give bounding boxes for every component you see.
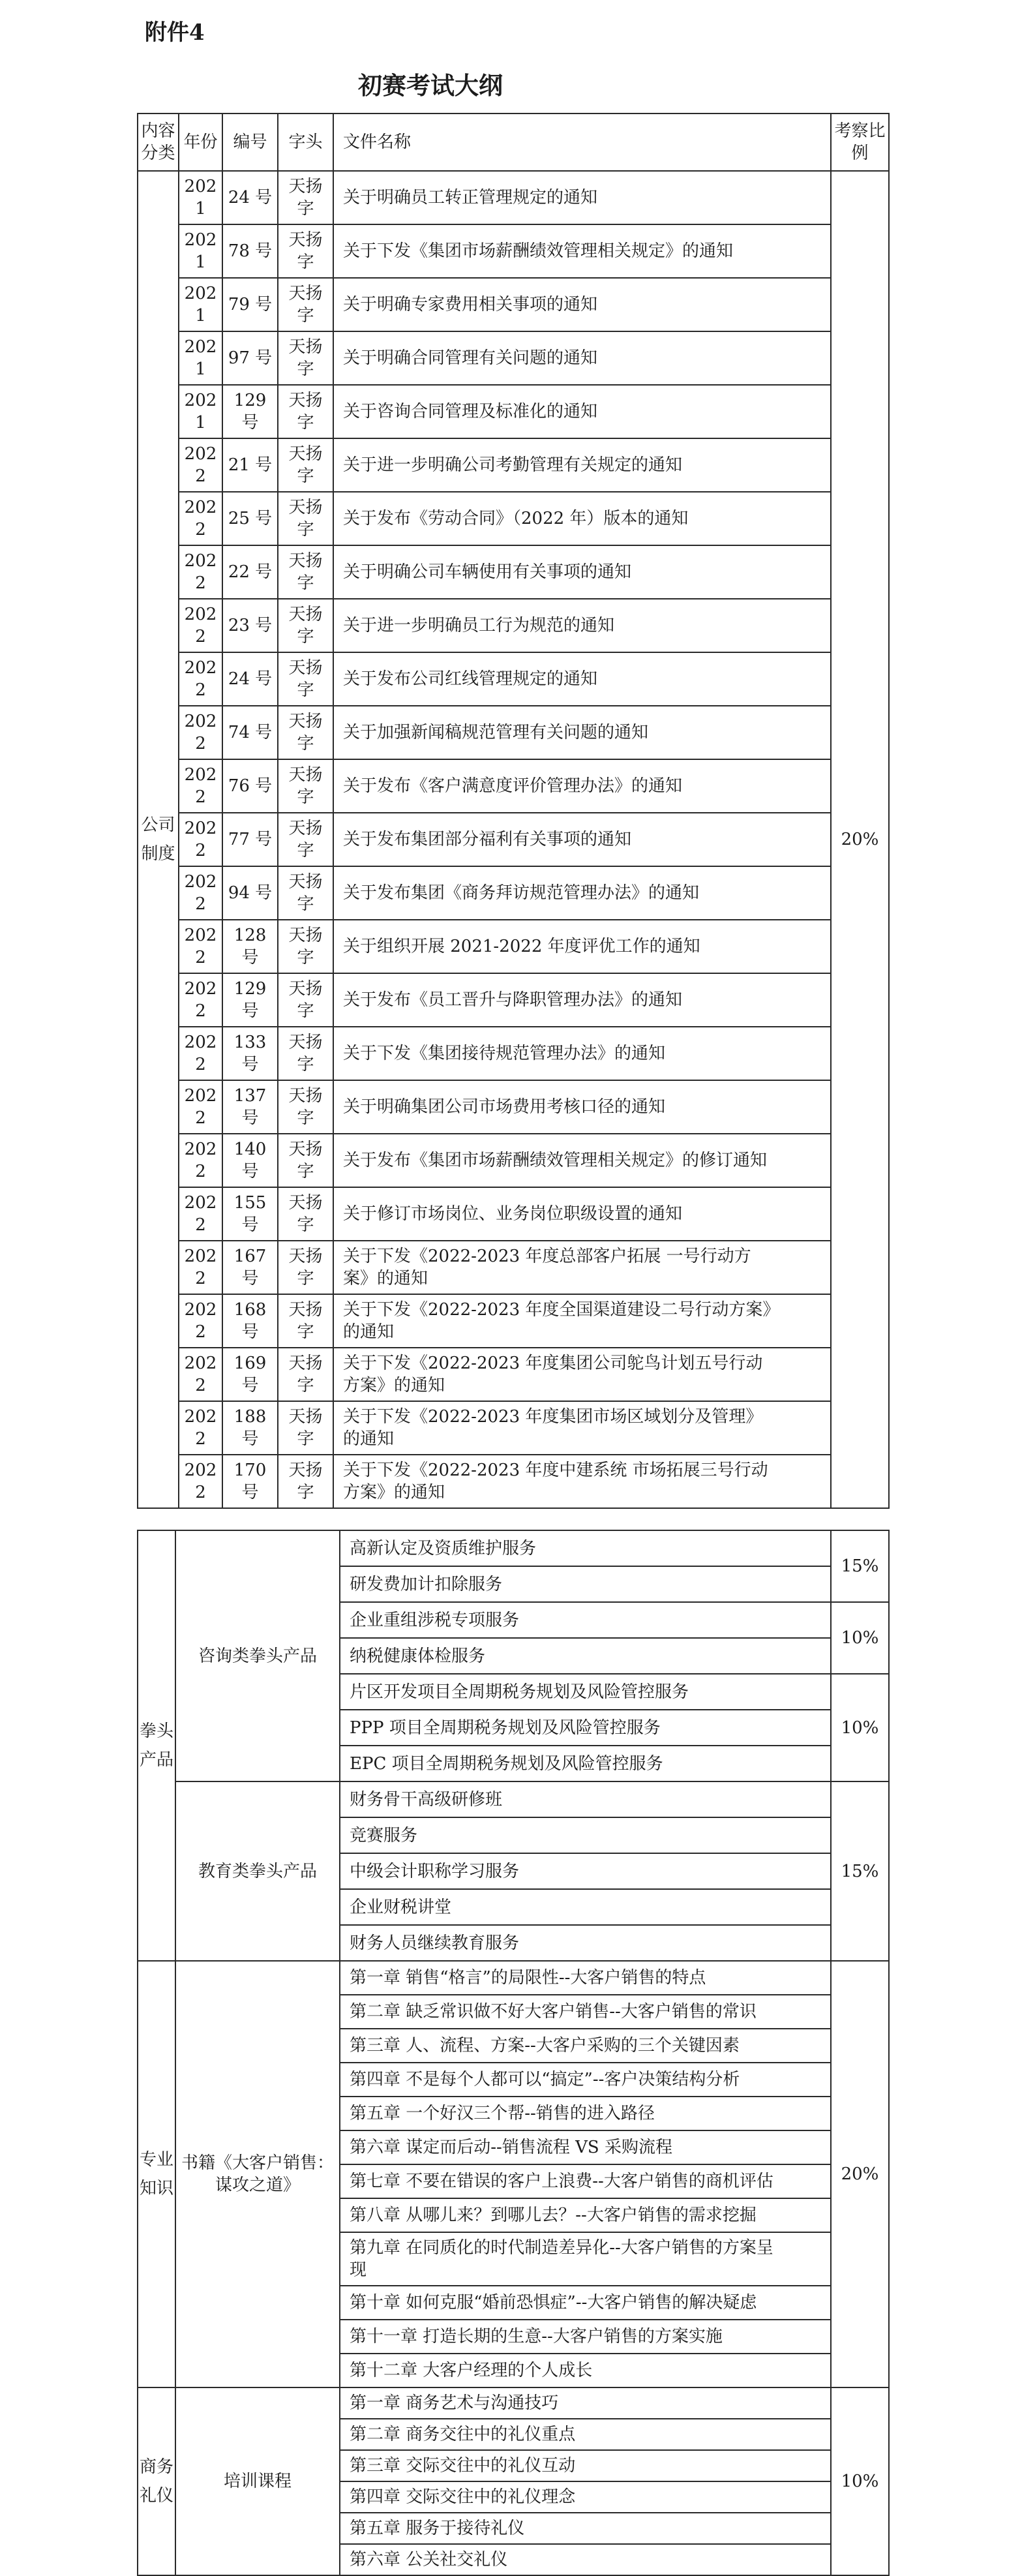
table-row: [138, 1530, 889, 1566]
filename-cell: 关于明确员工转正管理规定的通知: [333, 171, 831, 224]
ratio-cell: 15%: [831, 1530, 889, 1602]
number-cell: 169 号: [222, 1348, 278, 1401]
year-cell: 2022: [179, 973, 222, 1027]
number-cell: 79 号: [222, 278, 278, 331]
exam-table-products-knowledge-body: [138, 1530, 889, 2575]
ratio-cell: 20%: [831, 1961, 889, 2387]
item-cell: 第十章 如何克服“婚前恐惧症”--大客户销售的解决疑虑: [340, 2286, 831, 2320]
year-cell: 2021: [179, 385, 222, 438]
filename-cell: 关于下发《2022-2023 年度全国渠道建设二号行动方案》的通知: [333, 1294, 831, 1348]
filename-cell: 关于组织开展 2021-2022 年度评优工作的通知: [333, 920, 831, 973]
number-cell: 170 号: [222, 1455, 278, 1508]
item-cell: 片区开发项目全周期税务规划及风险管控服务: [340, 1674, 831, 1710]
prefix-cell: 天扬字: [278, 759, 333, 813]
year-cell: 2022: [179, 813, 222, 866]
table-row: [138, 278, 889, 331]
item-cell: 中级会计职称学习服务: [340, 1853, 831, 1889]
table-row: [138, 866, 889, 920]
prefix-cell: 天扬字: [278, 492, 333, 545]
table-row: [138, 652, 889, 706]
year-cell: 2022: [179, 1027, 222, 1080]
prefix-cell: 天扬字: [278, 1134, 333, 1187]
item-cell: 第二章 缺乏常识做不好大客户销售--大客户销售的常识: [340, 1995, 831, 2029]
year-cell: 2022: [179, 652, 222, 706]
item-cell: 高新认定及资质维护服务: [340, 1530, 831, 1566]
number-cell: 188 号: [222, 1401, 278, 1455]
number-cell: 21 号: [222, 438, 278, 492]
table-row: [138, 331, 889, 385]
filename-cell: 关于发布《员工晋升与降职管理办法》的通知: [333, 973, 831, 1027]
prefix-cell: 天扬字: [278, 599, 333, 652]
number-cell: 77 号: [222, 813, 278, 866]
attachment-label: 附件4: [145, 20, 205, 46]
category-cell: 专业知识: [138, 1961, 175, 2387]
year-cell: 2021: [179, 171, 222, 224]
item-cell: 第二章 商务交往中的礼仪重点: [340, 2419, 831, 2450]
number-cell: 22 号: [222, 545, 278, 599]
table-row: [138, 759, 889, 813]
year-cell: 2022: [179, 599, 222, 652]
filename-cell: 关于下发《集团市场薪酬绩效管理相关规定》的通知: [333, 224, 831, 278]
item-cell: 第六章 谋定而后动--销售流程 VS 采购流程: [340, 2130, 831, 2164]
number-cell: 133 号: [222, 1027, 278, 1080]
table-row: [138, 1781, 889, 1817]
number-cell: 24 号: [222, 652, 278, 706]
prefix-cell: 天扬字: [278, 224, 333, 278]
prefix-cell: 天扬字: [278, 438, 333, 492]
item-cell: 竞赛服务: [340, 1817, 831, 1853]
table-row: [138, 2387, 889, 2419]
table-row: [138, 1294, 889, 1348]
number-cell: 23 号: [222, 599, 278, 652]
year-cell: 2022: [179, 706, 222, 759]
table-row: [138, 706, 889, 759]
filename-cell: 关于进一步明确公司考勤管理有关规定的通知: [333, 438, 831, 492]
number-cell: 94 号: [222, 866, 278, 920]
prefix-cell: 天扬字: [278, 278, 333, 331]
number-cell: 129 号: [222, 385, 278, 438]
table-row: [138, 385, 889, 438]
table-row: [138, 1348, 889, 1401]
category-cell: 公司制度: [138, 171, 179, 1508]
year-cell: 2021: [179, 224, 222, 278]
prefix-cell: 天扬字: [278, 331, 333, 385]
year-cell: 2022: [179, 1134, 222, 1187]
table-row: [138, 1401, 889, 1455]
number-cell: 76 号: [222, 759, 278, 813]
table-row: [138, 813, 889, 866]
header-number: 编号: [222, 114, 278, 171]
table-row: [138, 1241, 889, 1294]
filename-cell: 关于进一步明确员工行为规范的通知: [333, 599, 831, 652]
item-cell: 第十一章 打造长期的生意--大客户销售的方案实施: [340, 2320, 831, 2354]
item-cell: 第七章 不要在错误的客户上浪费--大客户销售的商机评估: [340, 2164, 831, 2198]
filename-cell: 关于明确集团公司市场费用考核口径的通知: [333, 1080, 831, 1134]
exam-table-products-knowledge: [137, 1530, 890, 2576]
subcategory-cell: 教育类拳头产品: [175, 1781, 340, 1961]
filename-cell: 关于发布《集团市场薪酬绩效管理相关规定》的修订通知: [333, 1134, 831, 1187]
table-row: [138, 224, 889, 278]
table-row: [138, 973, 889, 1027]
header-ratio: 考察比例: [831, 114, 889, 171]
item-cell: 第十二章 大客户经理的个人成长: [340, 2354, 831, 2387]
item-cell: PPP 项目全周期税务规划及风险管控服务: [340, 1710, 831, 1746]
item-cell: 第四章 不是每个人都可以“搞定”--客户决策结构分析: [340, 2063, 831, 2097]
number-cell: 25 号: [222, 492, 278, 545]
prefix-cell: 天扬字: [278, 1294, 333, 1348]
table-row: [138, 1961, 889, 1995]
item-cell: 第九章 在同质化的时代制造差异化--大客户销售的方案呈现: [340, 2232, 831, 2286]
number-cell: 129 号: [222, 973, 278, 1027]
exam-table-company-rules-body: [138, 171, 889, 1508]
prefix-cell: 天扬字: [278, 1455, 333, 1508]
item-cell: 第三章 交际交往中的礼仪互动: [340, 2450, 831, 2481]
table-row: [138, 171, 889, 224]
subcategory-cell: 咨询类拳头产品: [175, 1530, 340, 1781]
header-filename: 文件名称: [333, 114, 831, 171]
filename-cell: 关于下发《2022-2023 年度集团市场区域划分及管理》的通知: [333, 1401, 831, 1455]
item-cell: 企业财税讲堂: [340, 1889, 831, 1925]
year-cell: 2022: [179, 1080, 222, 1134]
year-cell: 2022: [179, 1241, 222, 1294]
number-cell: 97 号: [222, 331, 278, 385]
item-cell: 第六章 公关社交礼仪: [340, 2544, 831, 2575]
item-cell: 财务骨干高级研修班: [340, 1781, 831, 1817]
table-row: [138, 1027, 889, 1080]
year-cell: 2022: [179, 920, 222, 973]
prefix-cell: 天扬字: [278, 385, 333, 438]
number-cell: 168 号: [222, 1294, 278, 1348]
category-cell: 商务礼仪: [138, 2387, 175, 2575]
page-title: 初赛考试大纲: [358, 71, 503, 100]
filename-cell: 关于咨询合同管理及标准化的通知: [333, 385, 831, 438]
item-cell: EPC 项目全周期税务规划及风险管控服务: [340, 1746, 831, 1781]
ratio-cell: 20%: [831, 171, 889, 1508]
item-cell: 研发费加计扣除服务: [340, 1566, 831, 1602]
filename-cell: 关于发布公司红线管理规定的通知: [333, 652, 831, 706]
table-row: [138, 438, 889, 492]
number-cell: 78 号: [222, 224, 278, 278]
filename-cell: 关于下发《集团接待规范管理办法》的通知: [333, 1027, 831, 1080]
prefix-cell: 天扬字: [278, 171, 333, 224]
number-cell: 167 号: [222, 1241, 278, 1294]
header-category: 内容分类: [138, 114, 179, 171]
table-row: [138, 599, 889, 652]
number-cell: 140 号: [222, 1134, 278, 1187]
ratio-cell: 10%: [831, 1674, 889, 1781]
item-cell: 财务人员继续教育服务: [340, 1925, 831, 1961]
prefix-cell: 天扬字: [278, 1027, 333, 1080]
filename-cell: 关于发布集团《商务拜访规范管理办法》的通知: [333, 866, 831, 920]
prefix-cell: 天扬字: [278, 813, 333, 866]
table-row: [138, 1134, 889, 1187]
item-cell: 第五章 一个好汉三个帮--销售的进入路径: [340, 2097, 831, 2130]
year-cell: 2022: [179, 1294, 222, 1348]
item-cell: 第五章 服务于接待礼仪: [340, 2513, 831, 2544]
number-cell: 128 号: [222, 920, 278, 973]
prefix-cell: 天扬字: [278, 1241, 333, 1294]
year-cell: 2022: [179, 545, 222, 599]
table-row: [138, 1187, 889, 1241]
filename-cell: 关于修订市场岗位、业务岗位职级设置的通知: [333, 1187, 831, 1241]
prefix-cell: 天扬字: [278, 973, 333, 1027]
prefix-cell: 天扬字: [278, 706, 333, 759]
table-row: [138, 545, 889, 599]
table-header-row: [138, 114, 889, 171]
item-cell: 第一章 销售“格言”的局限性--大客户销售的特点: [340, 1961, 831, 1995]
prefix-cell: 天扬字: [278, 1401, 333, 1455]
item-cell: 第四章 交际交往中的礼仪理念: [340, 2481, 831, 2513]
filename-cell: 关于发布《劳动合同》（2022 年）版本的通知: [333, 492, 831, 545]
year-cell: 2021: [179, 278, 222, 331]
filename-cell: 关于发布《客户满意度评价管理办法》的通知: [333, 759, 831, 813]
item-cell: 第三章 人、流程、方案--大客户采购的三个关键因素: [340, 2029, 831, 2063]
subcategory-cell: 培训课程: [175, 2387, 340, 2575]
filename-cell: 关于明确专家费用相关事项的通知: [333, 278, 831, 331]
subcategory-cell: 书籍《大客户销售：谋攻之道》: [175, 1961, 340, 2387]
header-prefix: 字头: [278, 114, 333, 171]
table-row: [138, 492, 889, 545]
filename-cell: 关于发布集团部分福利有关事项的通知: [333, 813, 831, 866]
filename-cell: 关于下发《2022-2023 年度集团公司鸵鸟计划五号行动方案》的通知: [333, 1348, 831, 1401]
number-cell: 24 号: [222, 171, 278, 224]
prefix-cell: 天扬字: [278, 866, 333, 920]
item-cell: 第八章 从哪儿来？到哪儿去？--大客户销售的需求挖掘: [340, 2198, 831, 2232]
item-cell: 第一章 商务艺术与沟通技巧: [340, 2387, 831, 2419]
prefix-cell: 天扬字: [278, 1348, 333, 1401]
category-cell: 拳头产品: [138, 1530, 175, 1961]
number-cell: 155 号: [222, 1187, 278, 1241]
table-row: [138, 1455, 889, 1508]
filename-cell: 关于加强新闻稿规范管理有关问题的通知: [333, 706, 831, 759]
prefix-cell: 天扬字: [278, 920, 333, 973]
ratio-cell: 15%: [831, 1781, 889, 1961]
table-row: [138, 920, 889, 973]
year-cell: 2022: [179, 1455, 222, 1508]
ratio-cell: 10%: [831, 2387, 889, 2575]
table-row: [138, 1080, 889, 1134]
exam-table-company-rules: [137, 113, 890, 1509]
filename-cell: 关于明确公司车辆使用有关事项的通知: [333, 545, 831, 599]
ratio-cell: 10%: [831, 1602, 889, 1674]
prefix-cell: 天扬字: [278, 1187, 333, 1241]
year-cell: 2022: [179, 866, 222, 920]
year-cell: 2021: [179, 331, 222, 385]
filename-cell: 关于下发《2022-2023 年度总部客户拓展 一号行动方案》的通知: [333, 1241, 831, 1294]
filename-cell: 关于下发《2022-2023 年度中建系统 市场拓展三号行动方案》的通知: [333, 1455, 831, 1508]
number-cell: 137 号: [222, 1080, 278, 1134]
prefix-cell: 天扬字: [278, 545, 333, 599]
year-cell: 2022: [179, 1401, 222, 1455]
number-cell: 74 号: [222, 706, 278, 759]
year-cell: 2022: [179, 759, 222, 813]
header-year: 年份: [179, 114, 222, 171]
item-cell: 企业重组涉税专项服务: [340, 1602, 831, 1638]
year-cell: 2022: [179, 1187, 222, 1241]
prefix-cell: 天扬字: [278, 652, 333, 706]
filename-cell: 关于明确合同管理有关问题的通知: [333, 331, 831, 385]
year-cell: 2022: [179, 492, 222, 545]
year-cell: 2022: [179, 1348, 222, 1401]
prefix-cell: 天扬字: [278, 1080, 333, 1134]
year-cell: 2022: [179, 438, 222, 492]
item-cell: 纳税健康体检服务: [340, 1638, 831, 1674]
